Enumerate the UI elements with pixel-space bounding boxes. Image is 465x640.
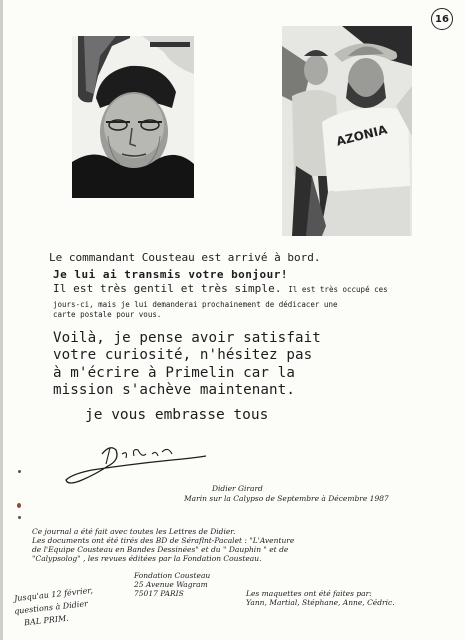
letter-line-4: jours-ci, mais je lui demanderai prochainement de dédicacer une [53,300,338,309]
handwritten-note-3: BAL PRIM. [23,613,70,628]
handwritten-signature [62,440,212,485]
scan-speck [17,503,21,508]
tshirt-text: AZONIA [334,122,389,149]
credits-line-4: "Calypsolog" , les revues éditées par la Fondation Cousteau. [32,554,262,563]
credits-line-2: Les documents ont été tirés des BD de Séraflnt-Pacalet : "L'Aventure [32,536,295,545]
letter-line-3-rest: Il est très occupé ces [288,285,388,294]
signature-role: Marin sur la Calypso de Septembre à Décembre 1987 [184,494,389,503]
scan-speck [18,516,21,519]
scan-edge [0,0,3,640]
letter-line-3-main: Il est très gentil et très simple. [53,282,282,295]
crew-image [282,26,412,236]
credits-line-1: Ce journal a été fait avec toutes les Lettres de Didier. [32,527,236,536]
letter-line-1: Le commandant Cousteau est arrivé à bord. [49,251,321,264]
foundation-city: 75017 PARIS [134,589,184,598]
portrait-photo [72,36,194,198]
handwritten-note-2: questions à Didier [13,599,89,616]
foundation-street: 25 Avenue Wagram [134,580,208,589]
letter-line-5: carte postale pour vous. [53,310,162,319]
mockups-credit-title: Les maquettes ont été faites par: [246,589,372,598]
signature-name: Didier Girard [212,484,263,493]
farewell-line: je vous embrasse tous [85,407,269,423]
credits-line-3: de l'Equipe Cousteau en Bandes Dessinées" et du " Dauphin " et de [32,545,289,554]
handwritten-note-1: Jusqu'au 12 février, [13,585,94,604]
letter-line-2: Je lui ai transmis votre bonjour! [53,268,289,281]
letter-line-3 [53,282,388,295]
crew-photo [282,26,412,236]
scan-speck [18,470,21,473]
page-number: 16 [431,8,453,30]
closing-line-4: mission s'achève maintenant. [53,382,295,398]
closing-line-2: votre curiosité, n'hésitez pas [53,347,313,363]
foundation-name: Fondation Cousteau [134,571,211,580]
closing-line-1: Voilà, je pense avoir satisfait [53,330,321,346]
portrait-image [72,36,194,198]
closing-line-3: à m'écrire à Primelin car la [53,365,295,381]
mockups-credit-names: Yann, Martial, Stéphane, Anne, Cédric. [246,598,395,607]
